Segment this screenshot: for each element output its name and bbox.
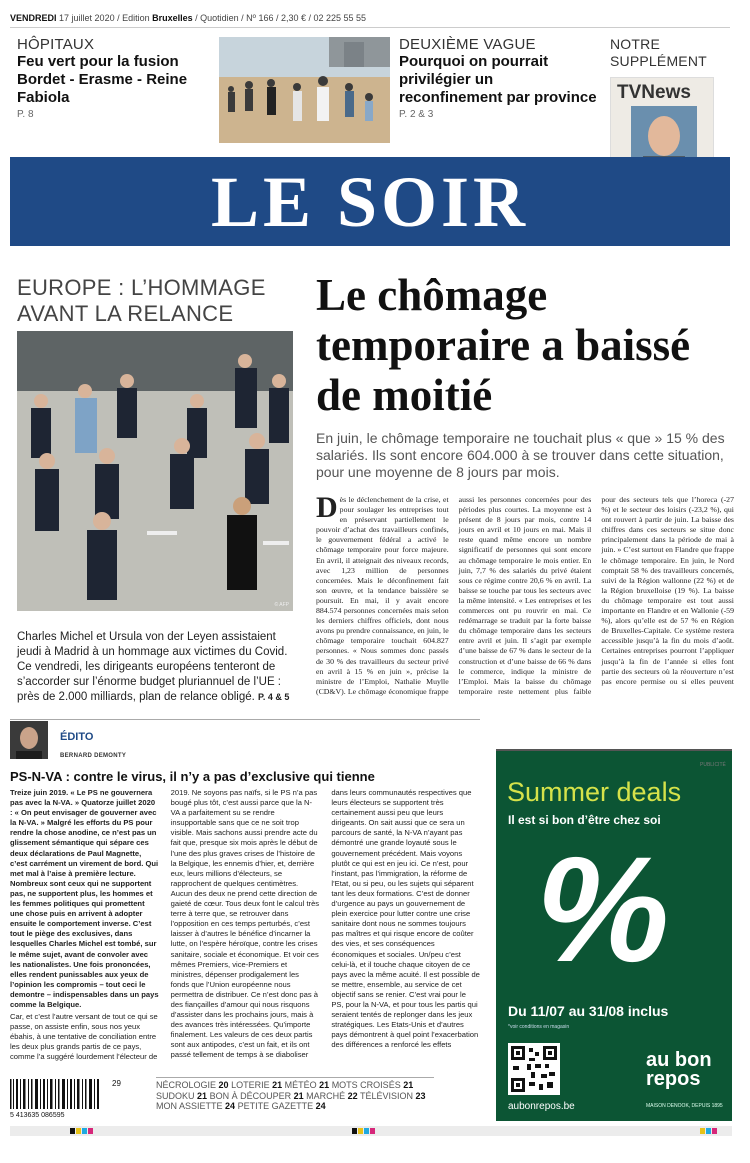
print-swatch bbox=[82, 1128, 87, 1134]
teaser-title: Feu vert pour la fusion Bordet - Erasme - Reine Fabiola bbox=[17, 53, 188, 106]
author-avatar bbox=[10, 721, 48, 759]
edito-body: Treize juin 2019. « Le PS ne gouvernera pas avec la N-VA. » Quatorze juillet 2020 : « On peut envisager de gouverner avec la N-VA. » Malgré les efforts du PS pour rendre la chose anodine, ce n’est pas un glissement sémantique qui sépare ces deux déclarations de Paul Magnette, c’est carrément un virement de bord. Qui met mal à l’aise à première lecture. Nombreux sont ceux qui ne supportent pas, ne supportent plus, les hommes et les femmes politiques qui promettent une chose puis en arrivent à adopter ensuite le comportement inverse. C’est tout le piège des exclusives, dans lesquelles Charles Michel est tombé, sur le même sujet, avant de convoler avec les nationalistes. Une fois prononcées, elles rendent punissables aux yeux de l’opinion les compromis – tout ceci le demontre – indispensables dans un pays comme la Belgique. Car, et c’est l’autre versant de tout ce qui se passe, on assiste enfin, sous nos yeux ébahis, à une tentative de conciliation entre les deux plus grands partis de ce pays, comme l’a suggéré lourdement l’électeur de 2019. Ne soyons pas naïfs, si le PS n’a pas bougé plus tôt, c’est aussi parce que la N-VA a parfaitement su se rendre insupportable sans que ce ne soit trop visible. Mais sachons aussi prendre acte du fait que, presque six mois après le début de l’une des plus graves crises de l’histoire de la Belgique, les ennemis d’hier, et, derrière eux, leurs millions d’électeurs, se rapprochent de quelques centimètres. Aucun des deux ne prend cette direction de gaieté de cœur. Tous deux font le calcul très terre à terre que, se retrouver dans l’opposition en ces temps perturbés, c’est laisser à d’autres le bénéfice d’incarner la lutte, on l’espère héroïque, contre les crises sanitaire, sociale et économique. Et voir ces mêmes Premiers, vice-Premiers et ministres, dépenser prodigalement les fonds que l’Union européenne nous permettra de distribuer. Ce n’est donc pas à des fiançailles d’amour qui nous risquons d’assister dans les prochains jours, mais à des avances très intéressées. Qu’importe finalement. Les valeurs de ces deux partis sont aux antipodes, c’est un fait, et ils ont passé tellement de temps à se diaboliser dans leurs communautés respectives que leurs électeurs se supportent très certainement aussi peu que leurs dirigeants. On sait aussi que ce sera un parcours de santé, la N-VA n’ayant pas démontré une grande loyauté sous le gouvernement précédent. Mais voyons plutôt ce qui est en jeu ici. Ce n’est, pour l’instant, pas l’immigration, la réforme de l’Etat, ou si peu, ou les sujets qui séparent tant les deux formations. C’est de donner d’urgence au pays un gouvernement de plein exercice pour lutter contre une crise sanitaire dont nous ne sommes toujours pas maîtres et qui risque encore de coûter des vies, et ses conséquences économiques et sociales. Un/peu c’est celui-là, et il touche chaque citoyen de ce pays avec la même acuité. Il est possible de se mettre, ensemble, au service de cet objectif sans se renier. C’est vrai pour le PS, pour la N-VA, et pour tous les partis qui seraient tentés de replonger dans les jeux stratégiques. Les Etats-Unis et d’autres pays démontrent à quel point l’exacerbation des différences a renforcé les effets bbox=[10, 788, 480, 1062]
index-item[interactable]: PETITE GAZETTE 24 bbox=[237, 1101, 326, 1111]
index-item[interactable]: MARCHÉ 22 bbox=[306, 1090, 358, 1101]
qr-code[interactable] bbox=[508, 1043, 560, 1095]
print-swatch bbox=[706, 1128, 711, 1134]
issue-number: 29 bbox=[112, 1079, 121, 1088]
ad-note: *voir conditions en magasin bbox=[508, 1024, 570, 1030]
dateline: VENDREDI 17 juillet 2020 / Edition Bruxelles / Quotidien / Nº 166 / 2,30 € / 02 225 55 55 bbox=[10, 13, 367, 23]
index-item[interactable]: MON ASSIETTE 24 bbox=[156, 1101, 236, 1111]
edito-rule bbox=[10, 719, 480, 720]
barcode-number: 5 413635 086595 bbox=[10, 1112, 65, 1119]
europe-caption: Charles Michel et Ursula von der Leyen assistaient jeudi à Madrid à un hommage aux victimes du Covid. Ce vendredi, les dirigeants européens tenteront de s’accorder sur l’énorme budget pluriannuel de l’UE : près de 2.000 milliards, plan de relance obligé. P. 4 & 5 bbox=[17, 631, 290, 703]
index-rule bbox=[156, 1077, 434, 1078]
print-swatch bbox=[370, 1128, 375, 1134]
ad-tag: PUBLICITÉ bbox=[700, 762, 726, 768]
percent-pillow-graphic: % bbox=[536, 825, 670, 993]
index-item[interactable]: LOTERIE 21 bbox=[231, 1080, 283, 1090]
advertisement[interactable] bbox=[496, 749, 732, 1121]
lead-body: Dès le déclenchement de la crise, et pour soulager les entreprises tout en préservant partiellement le pouvoir d’achat des travailleurs confinés, le gouvernement fédéral a activé le chômage temporaire pour force majeure. En avril, il atteignait des niveaux records, avec 1,23 million de personnes concernées. Mais le déconfinement fait son œuvre, et la tendance baissière se poursuit. En mai, il y avait encore 884.574 personnes concernées mais selon les derniers chiffres officiels, dont nous avons pu prendre connaissance, en juin, le chômage temporaire touchait 604.827 personnes. « Nous sommes donc passés de 30 % des travailleurs du secteur privé en avril à 15 % en juin », précise la ministre de l’Emploi, Nathalie Muylle (CD&V). Le chômage économique frappe aussi les personnes concernées pour des périodes plus courtes. La moyenne est à présent de 8 jours par mois, contre 14 jours en avril et 10 jours en mai. Mais il reste quand même encore un nombre significatif de personnes qui sont encore au chômage temporaire le mois entier. En juin, 7,7 % des salariés du privé étaient sous ce régime contre 20,6 % en avril. La baisse se touche par tous les secteurs avec la même intensité. « Les entreprises et les commerces ont pu rouvrir en mai. Ce redémarrage se traduit par la forte baisse du chômage temporaire dans les secteurs entre avril et juin. Il s’agit par exemple d’une baisse de 67 % dans le secteur de la construction et d’une baisse de 66 % dans le commerce, indique la ministre de l’Emploi. Mais la baisse du chômage temporaire reste nettement plus faible pour des secteurs tels que l’horeca (-27 %) et le secteur des loisirs (-23,2 %), qui ont rouvert à partir de juin. La baisse des chiffres dans ces secteurs se situe donc principalement dans la période de mai à juin. » C’est surtout en Flandre que frappe le chômage temporaire. En juin, le Nord comptait 58 % des travailleurs concernés, suivi de la Région wallonne (22 %) et de la Région bruxelloise (19 %). La baisse du chômage temporaire est tout aussi importante en Flandre et en Wallonie (-59 %), alors qu’elle est de 57 % en Région de Bruxelles-Capitale. Ce système restera accessible jusqu’à la fin du mois d’août. Certaines entreprises pourront l’appliquer jusqu’à la fin de l’année si elles font partie des secteurs où la réouverture n’est pas encore permise ou si elles peuvent bbox=[316, 495, 734, 696]
index-item[interactable]: BON À DÉCOUPER 21 bbox=[209, 1090, 304, 1101]
index-item[interactable]: MÉTÉO 21 bbox=[284, 1080, 330, 1090]
teaser-title: Pourquoi on pourrait privilégier un reconfinement par province bbox=[399, 53, 597, 106]
photo-beach-crowd[interactable] bbox=[219, 37, 390, 143]
edito-label: ÉDITO bbox=[60, 731, 94, 743]
index bbox=[156, 1080, 436, 1112]
print-swatch bbox=[700, 1128, 705, 1134]
header-rule bbox=[10, 27, 730, 28]
page-reference: P. 4 & 5 bbox=[258, 692, 290, 702]
photo-europe-ceremony[interactable] bbox=[17, 331, 293, 611]
print-swatch bbox=[70, 1128, 75, 1134]
print-swatch bbox=[358, 1128, 363, 1134]
tvnews-logo: TVNews bbox=[617, 82, 691, 103]
ad-subtitle: Il est si bon d’être chez soi bbox=[508, 813, 661, 827]
edito-title[interactable]: PS-N-VA : contre le virus, il n’y a pas d’exclusive qui tienne bbox=[10, 769, 375, 784]
index-item[interactable]: SUDOKU 21 bbox=[156, 1090, 208, 1101]
page-reference: P. 8 bbox=[17, 109, 34, 120]
print-swatch bbox=[352, 1128, 357, 1134]
teaser-kicker: HÔPITAUX bbox=[17, 36, 95, 53]
index-item[interactable]: MOTS CROISÉS 21 bbox=[331, 1080, 414, 1090]
dropcap: D bbox=[316, 495, 338, 524]
teaser-kicker: NOTRE SUPPLÉMENT bbox=[610, 36, 707, 69]
ad-url[interactable]: aubonrepos.be bbox=[508, 1101, 575, 1112]
europe-kicker: EUROPE : L’HOMMAGE AVANT LA RELANCE bbox=[17, 275, 266, 326]
page-reference: P. 2 & 3 bbox=[399, 109, 434, 120]
newspaper-title: LE SOIR bbox=[210, 162, 530, 242]
print-swatch bbox=[712, 1128, 717, 1134]
ad-brand-logo: au bon repos bbox=[646, 1049, 712, 1090]
teaser-supplement[interactable] bbox=[610, 36, 720, 70]
print-swatch bbox=[88, 1128, 93, 1134]
barcode bbox=[10, 1079, 122, 1119]
photo-credit: © AFP bbox=[274, 602, 289, 608]
ad-brand-tagline: MAISON DENOOK, DEPUIS 1895 bbox=[646, 1103, 723, 1109]
index-item[interactable]: TÉLÉVISION 23 bbox=[360, 1090, 426, 1101]
print-swatch bbox=[364, 1128, 369, 1134]
teaser-kicker: DEUXIÈME VAGUE bbox=[399, 36, 536, 53]
index-item[interactable]: NÉCROLOGIE 20 bbox=[156, 1080, 229, 1090]
print-swatch bbox=[76, 1128, 81, 1134]
ad-title: Summer deals bbox=[507, 777, 682, 807]
edito-author: BERNARD DEMONTY bbox=[60, 753, 127, 759]
lead-headline[interactable]: Le chômage temporaire a baissé de moitié bbox=[316, 270, 691, 420]
teaser-second-wave[interactable] bbox=[399, 36, 599, 120]
ad-dates: Du 11/07 au 31/08 inclus bbox=[508, 1003, 669, 1019]
teaser-hospitals[interactable] bbox=[17, 36, 213, 120]
masthead[interactable] bbox=[10, 157, 730, 246]
lead-standfirst: En juin, le chômage temporaire ne touchait plus « que » 15 % des salariés. Ils sont encore 604.000 à se trouver dans cette situation, pour une moyenne de 8 jours par mois. bbox=[316, 430, 725, 480]
